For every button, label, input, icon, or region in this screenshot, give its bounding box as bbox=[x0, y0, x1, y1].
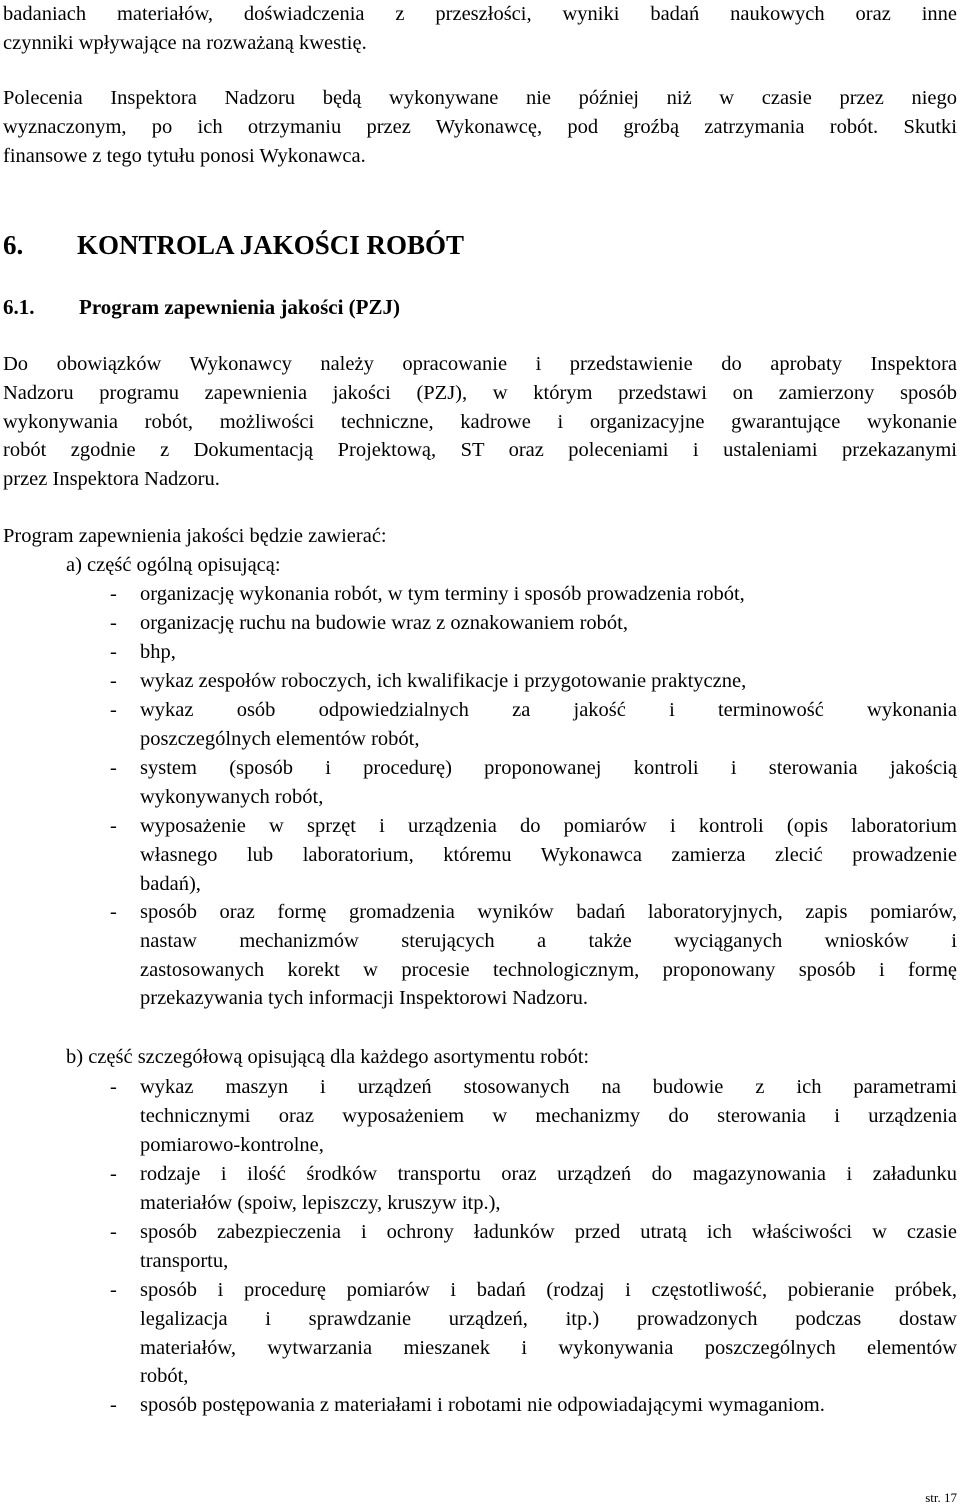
item-line: zastosowanych korekt w procesie technologicznym, proponowany sposób i formę bbox=[140, 958, 957, 981]
page-number: str. 17 bbox=[925, 1490, 957, 1505]
list-dash: - bbox=[110, 1394, 117, 1416]
item-line: rodzaje i ilość środków transportu oraz urządzeń do magazynowania i załadunku bbox=[140, 1163, 957, 1185]
text-line: Polecenia Inspektora Nadzoru będą wykonywane nie później niż w czasie przez niego bbox=[3, 87, 957, 109]
part-a-label: a) część ogólną opisującą: bbox=[66, 554, 281, 576]
list-dash: - bbox=[110, 757, 117, 779]
list-dash: - bbox=[110, 1279, 117, 1301]
program-intro: Program zapewnienia jakości będzie zawierać: bbox=[3, 525, 387, 547]
list-dash: - bbox=[110, 641, 117, 663]
intro-paragraph-1 bbox=[3, 0, 957, 58]
item-line: sposób oraz formę gromadzenia wyników badań laboratoryjnych, zapis pomiarów, bbox=[140, 901, 957, 923]
list-dash: - bbox=[110, 583, 117, 605]
item-line: materiałów (spoiw, lepiszczy, kruszyw itp.), bbox=[140, 1191, 501, 1214]
section-heading bbox=[3, 228, 464, 262]
item-line: wyposażenie w sprzęt i urządzenia do pomiarów i kontroli (opis laboratorium bbox=[140, 815, 957, 837]
list-dash: - bbox=[110, 1163, 117, 1185]
subsection-heading bbox=[3, 293, 400, 321]
text-line: wykonywania robót, możliwości techniczne, kadrowe i organizacyjne gwarantujące wykonanie bbox=[3, 410, 957, 433]
item-line: materiałów, wytwarzania mieszanek i wykonywania poszczególnych elementów bbox=[140, 1336, 957, 1359]
list-dash: - bbox=[110, 670, 117, 692]
text-line: Do obowiązków Wykonawcy należy opracowanie i przedstawienie do aprobaty Inspektora bbox=[3, 353, 957, 375]
intro-paragraph-2 bbox=[3, 84, 957, 170]
item-line: system (sposób i procedurę) proponowanej kontroli i sterowania jakością bbox=[140, 757, 957, 779]
item-line: organizację wykonania robót, w tym terminy i sposób prowadzenia robót, bbox=[140, 583, 745, 605]
item-line: własnego lub laboratorium, któremu Wykonawca zamierza zlecić prowadzenie bbox=[140, 843, 957, 866]
item-line: organizację ruchu na budowie wraz z oznakowaniem robót, bbox=[140, 612, 629, 634]
list-dash: - bbox=[110, 612, 117, 634]
text-line: wyznaczonym, po ich otrzymaniu przez Wykonawcę, pod groźbą zatrzymania robót. Skutki bbox=[3, 115, 957, 138]
text-line: finansowe z tego tytułu ponosi Wykonawca. bbox=[3, 144, 366, 167]
section-number: 6. bbox=[3, 230, 24, 260]
item-line: bhp, bbox=[140, 641, 176, 663]
list-dash: - bbox=[110, 1076, 117, 1098]
section-title: KONTROLA JAKOŚCI ROBÓT bbox=[77, 230, 465, 260]
item-line: wykonywanych robót, bbox=[140, 785, 324, 808]
pzj-paragraph bbox=[3, 350, 957, 494]
list-dash: - bbox=[110, 1221, 117, 1243]
list-dash: - bbox=[110, 699, 117, 721]
subsection-number: 6.1. bbox=[3, 295, 35, 319]
list-dash: - bbox=[110, 815, 117, 837]
item-line: wykaz zespołów roboczych, ich kwalifikacje i przygotowanie praktyczne, bbox=[140, 670, 747, 692]
item-line: nastaw mechanizmów sterujących a także wyciąganych wniosków i bbox=[140, 929, 957, 952]
item-line: sposób postępowania z materiałami i robotami nie odpowiadającymi wymaganiom. bbox=[140, 1394, 825, 1416]
text-line: przez Inspektora Nadzoru. bbox=[3, 468, 220, 491]
subsection-title: Program zapewnienia jakości (PZJ) bbox=[79, 295, 400, 319]
part-b-label: b) część szczegółową opisującą dla każdego asortymentu robót: bbox=[66, 1046, 590, 1068]
item-line: legalizacja i sprawdzanie urządzeń, itp.) prowadzonych podczas dostaw bbox=[140, 1307, 957, 1330]
item-line: przekazywania tych informacji Inspektorowi Nadzoru. bbox=[140, 987, 588, 1010]
item-line: poszczególnych elementów robót, bbox=[140, 727, 420, 750]
list-dash: - bbox=[110, 901, 117, 923]
item-line: sposób i procedurę pomiarów i badań (rodzaj i częstotliwość, pobieranie próbek, bbox=[140, 1279, 957, 1301]
item-line: pomiarowo-kontrolne, bbox=[140, 1133, 324, 1156]
item-line: badań), bbox=[140, 872, 201, 895]
item-line: sposób zabezpieczenia i ochrony ładunków przed utratą ich właściwości w czasie bbox=[140, 1221, 957, 1243]
text-line: badaniach materiałów, doświadczenia z przeszłości, wyniki badań naukowych oraz inne bbox=[3, 3, 957, 25]
item-line: wykaz osób odpowiedzialnych za jakość i terminowość wykonania bbox=[140, 699, 957, 721]
item-line: transportu, bbox=[140, 1249, 229, 1272]
item-line: wykaz maszyn i urządzeń stosowanych na budowie z ich parametrami bbox=[140, 1076, 957, 1098]
item-line: robót, bbox=[140, 1365, 189, 1388]
text-line: Nadzoru programu zapewnienia jakości (PZJ), w którym przedstawi on zamierzony sposób bbox=[3, 381, 957, 404]
text-line: czynniki wpływające na rozważaną kwestię. bbox=[3, 31, 367, 54]
item-line: technicznymi oraz wyposażeniem w mechanizmy do sterowania i urządzenia bbox=[140, 1104, 957, 1127]
text-line: robót zgodnie z Dokumentacją Projektową, ST oraz poleceniami i ustaleniami przekazanymi bbox=[3, 439, 957, 462]
